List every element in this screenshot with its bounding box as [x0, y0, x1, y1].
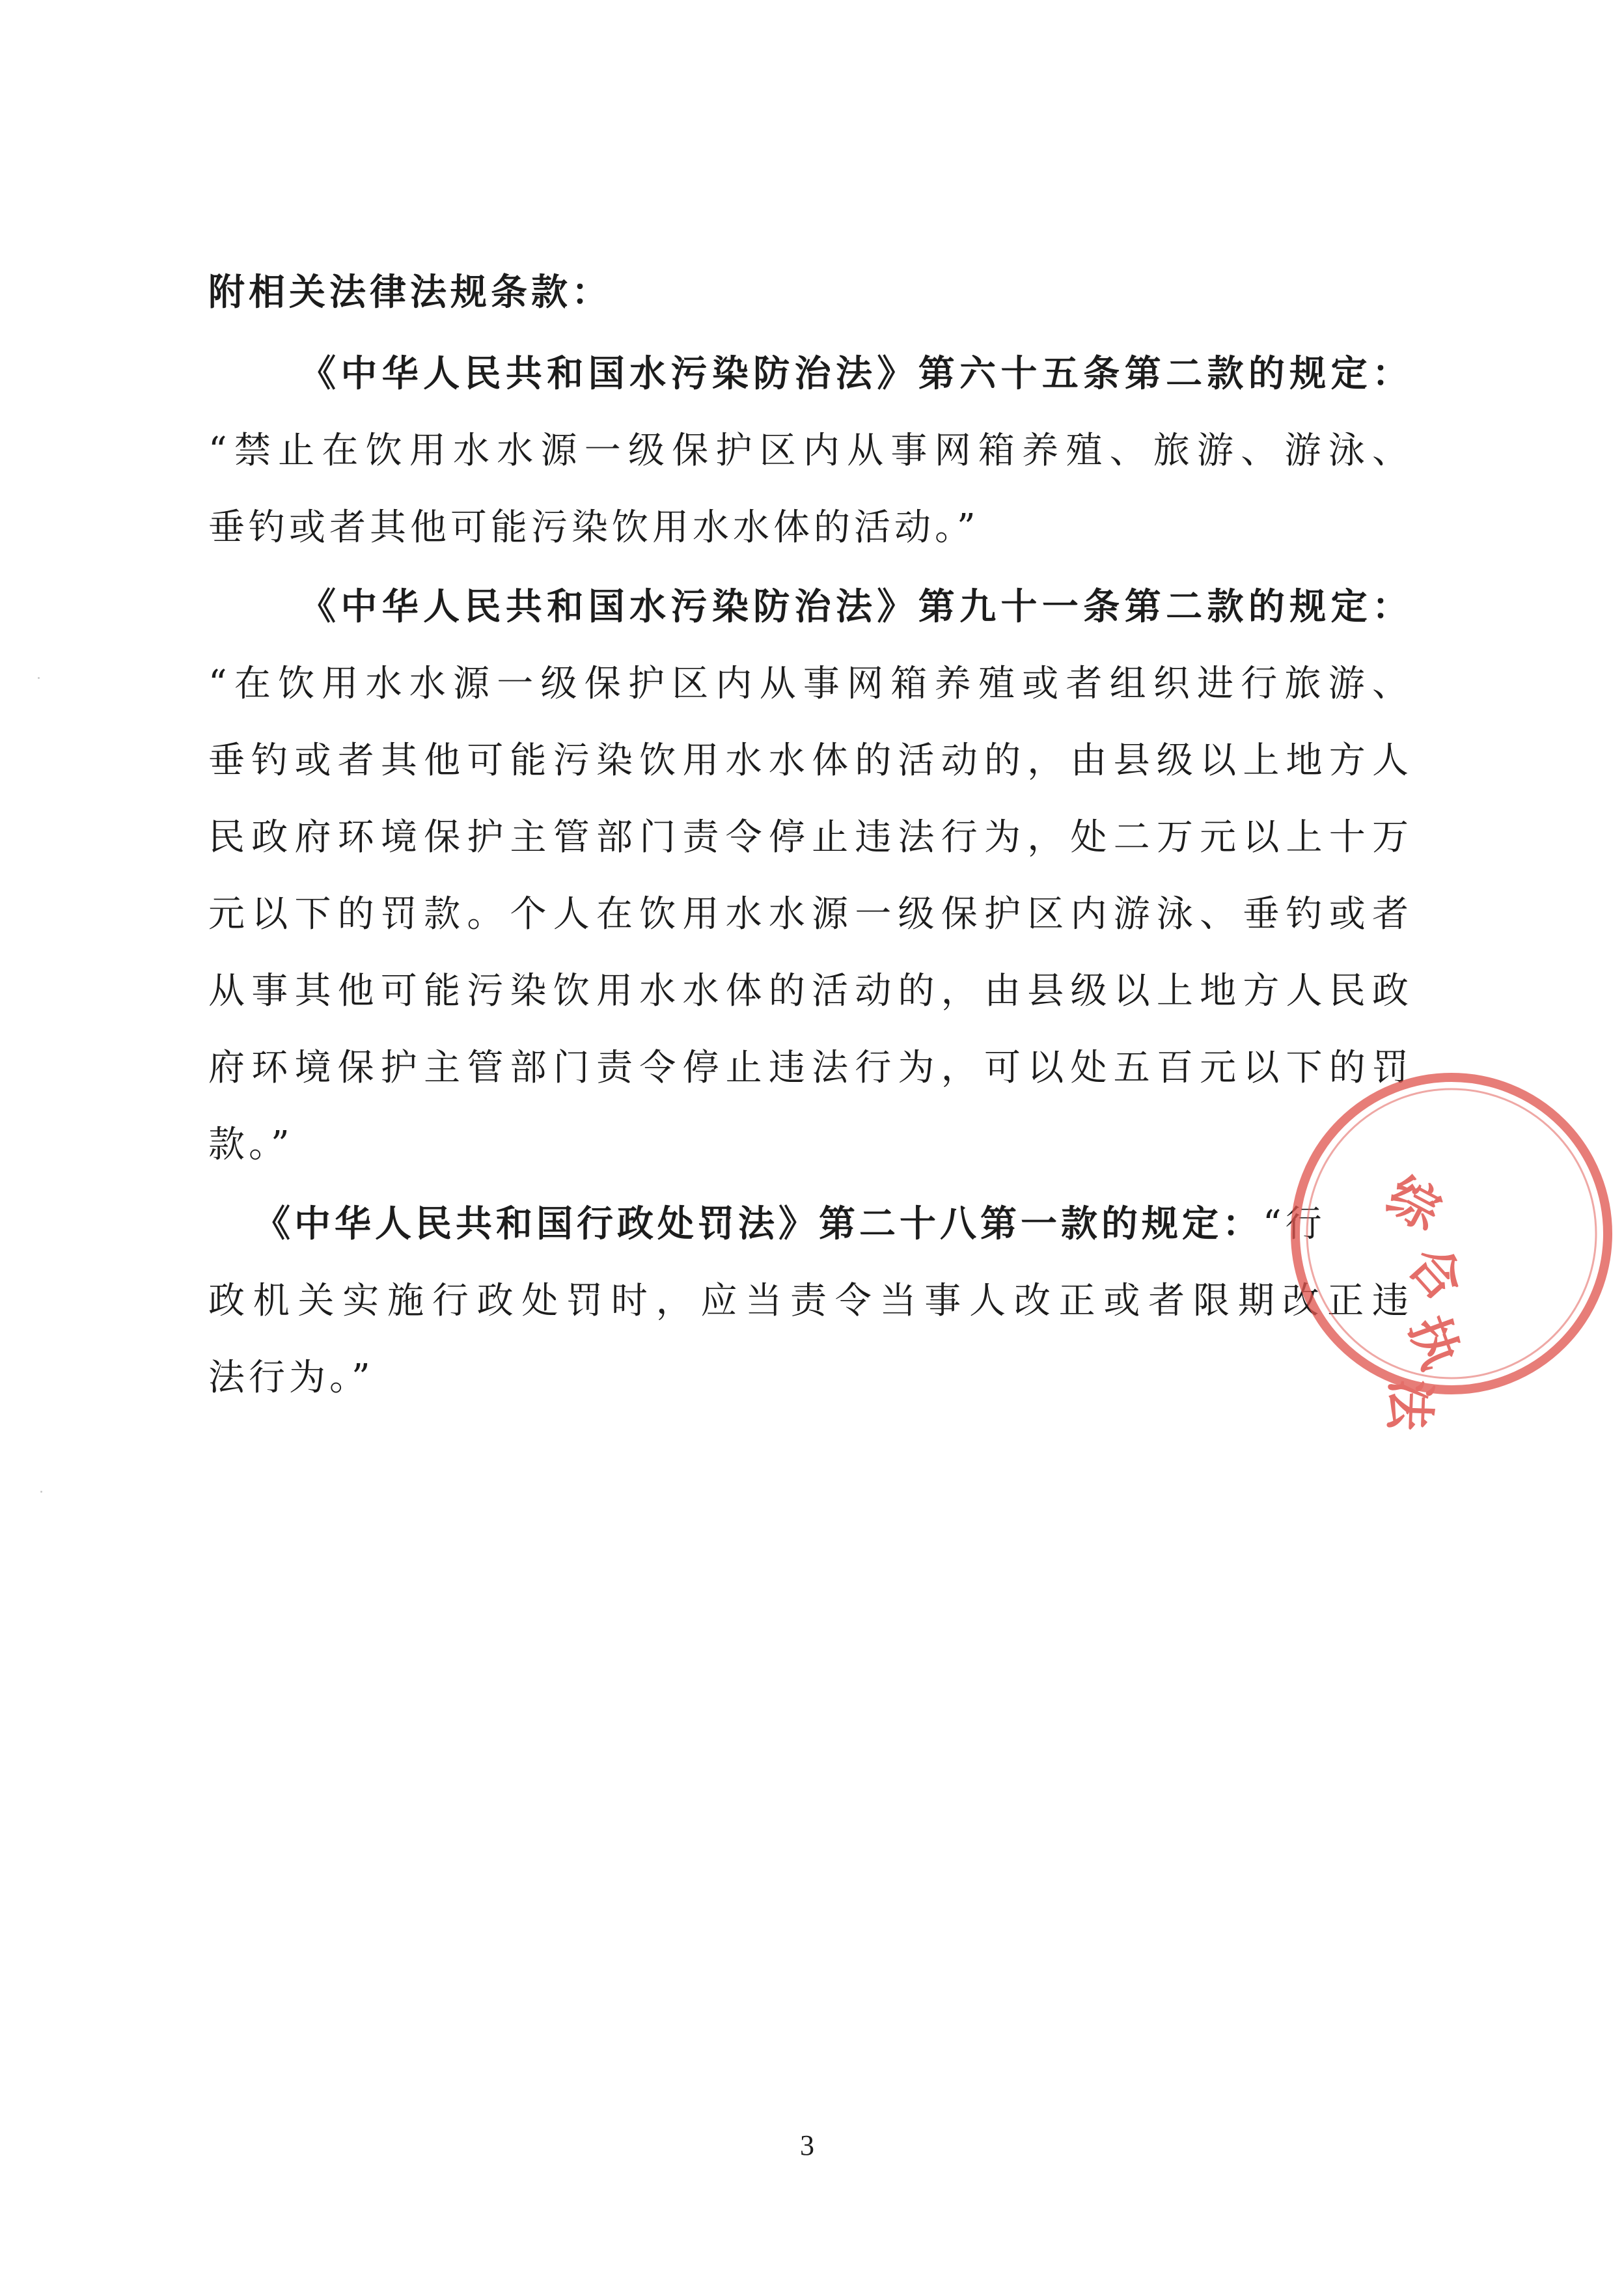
clause-1-line-2: 垂钓或者其他可能污染饮用水水体的活动。”	[208, 506, 980, 549]
clause-2-line-7: 款。”	[208, 1124, 294, 1166]
clause-2-line-6: 府环境保护主管部门责令停止违法行为，可以处五百元以下的罚	[208, 1047, 1412, 1089]
clause-2-line-2: 垂钓或者其他可能污染饮用水水体的活动的，由县级以上地方人	[208, 740, 1412, 782]
clause-3-title-tail: “行	[1263, 1203, 1326, 1245]
clause-2-line-4: 元以下的罚款。个人在饮用水水源一级保护区内游泳、垂钓或者	[208, 893, 1412, 935]
seal-text-char-2: 合	[1396, 1235, 1474, 1312]
seal-graphic	[1286, 1068, 1624, 1432]
scan-speck	[40, 1491, 42, 1493]
clause-2-line-1: “在饮用水水源一级保护区内从事网箱养殖或者组织进行旅游、	[208, 663, 1412, 705]
seal-text-char-4: 法	[1379, 1378, 1439, 1432]
clause-2-line-3: 民政府环境保护主管部门责令停止违法行为，处二万元以上十万	[208, 816, 1412, 859]
seal-text-char-3: 执	[1397, 1308, 1470, 1377]
scan-speck	[38, 677, 40, 679]
clause-2-line-5: 从事其他可能污染饮用水水体的活动的，由县级以上地方人民政	[208, 970, 1412, 1012]
clause-1-title: 《中华人民共和国水污染防治法》第六十五条第二款的规定：	[299, 353, 1412, 395]
clause-3-line-2: 法行为。”	[208, 1357, 374, 1399]
clause-2-title: 《中华人民共和国水污染防治法》第九十一条第二款的规定：	[299, 586, 1412, 628]
official-seal	[1286, 1068, 1474, 1432]
clause-3-title-row	[254, 1189, 1412, 1260]
page-number: 3	[800, 2129, 814, 2161]
clause-3-title: 《中华人民共和国行政处罚法》第二十八第一款的规定：	[254, 1203, 1263, 1245]
attachment-heading: 附相关法律法规条款：	[208, 271, 612, 314]
clause-1-line-1: “禁止在饮用水水源一级保护区内从事网箱养殖、旅游、游泳、	[208, 430, 1412, 472]
seal-text-char-1: 综	[1377, 1167, 1450, 1243]
clause-3-line-1: 政机关实施行政处罚时，应当责令当事人改正或者限期改正违	[208, 1280, 1412, 1322]
